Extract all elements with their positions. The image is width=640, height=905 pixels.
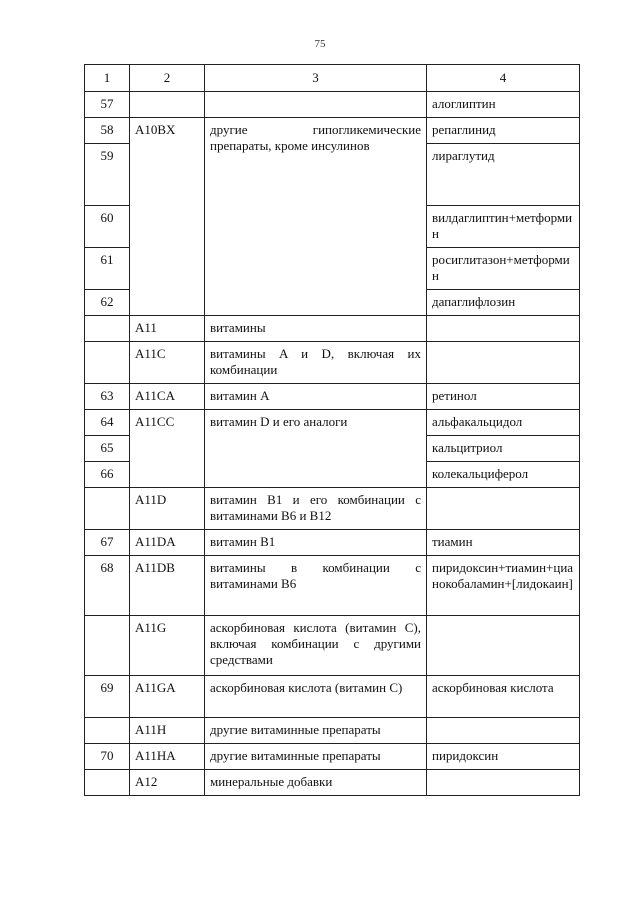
drug-name: колекальциферол — [427, 462, 580, 488]
drug-name: репаглинид — [427, 118, 580, 144]
row-number: 69 — [85, 676, 130, 718]
group-description: другие гипогликемические препараты, кроме инсулинов — [205, 118, 427, 316]
drug-name: вилдаглиптин+метформин — [427, 206, 580, 248]
table-row — [85, 718, 580, 744]
row-number: 60 — [85, 206, 130, 248]
drug-name — [427, 770, 580, 796]
row-number: 58 — [85, 118, 130, 144]
group-description: витамин A — [205, 384, 427, 410]
group-description: другие витаминные препараты — [205, 744, 427, 770]
drug-name: ретинол — [427, 384, 580, 410]
header-col-4: 4 — [427, 65, 580, 92]
header-col-3: 3 — [205, 65, 427, 92]
table-row — [85, 530, 580, 556]
row-number: 67 — [85, 530, 130, 556]
atc-code: A11G — [130, 616, 205, 676]
table-row — [85, 342, 580, 384]
drug-name — [427, 316, 580, 342]
group-description: аскорбиновая кислота (витамин C) — [205, 676, 427, 718]
atc-code: A11DA — [130, 530, 205, 556]
atc-code: A11H — [130, 718, 205, 744]
table-row — [85, 616, 580, 676]
row-number: 61 — [85, 248, 130, 290]
atc-code: A11HA — [130, 744, 205, 770]
group-description: витамин B1 — [205, 530, 427, 556]
table-row — [85, 744, 580, 770]
atc-code: A11D — [130, 488, 205, 530]
row-number: 68 — [85, 556, 130, 616]
row-number: 59 — [85, 144, 130, 206]
row-number: 64 — [85, 410, 130, 436]
row-number — [85, 488, 130, 530]
header-col-1: 1 — [85, 65, 130, 92]
table-row — [85, 92, 580, 118]
row-number — [85, 316, 130, 342]
drug-name: алоглиптин — [427, 92, 580, 118]
group-description: витамины A и D, включая их комбинации — [205, 342, 427, 384]
drug-name: тиамин — [427, 530, 580, 556]
row-number: 62 — [85, 290, 130, 316]
table-row — [85, 316, 580, 342]
table-row — [85, 384, 580, 410]
drug-name — [427, 488, 580, 530]
drug-name — [427, 342, 580, 384]
table-row — [85, 770, 580, 796]
row-number: 66 — [85, 462, 130, 488]
atc-code: A11DB — [130, 556, 205, 616]
row-number: 57 — [85, 92, 130, 118]
atc-code: A12 — [130, 770, 205, 796]
group-description: витамины — [205, 316, 427, 342]
atc-code: A11CC — [130, 410, 205, 488]
atc-code: A11C — [130, 342, 205, 384]
row-number — [85, 342, 130, 384]
header-col-2: 2 — [130, 65, 205, 92]
drug-name: альфакальцидол — [427, 410, 580, 436]
page-number: 75 — [314, 38, 326, 50]
drug-name — [427, 718, 580, 744]
group-description: аскорбиновая кислота (витамин C), включая комбинации с другими средствами — [205, 616, 427, 676]
group-description: минеральные добавки — [205, 770, 427, 796]
drug-name: аскорбиновая кислота — [427, 676, 580, 718]
drug-name: пиридоксин+тиамин+цианокобаламин+[лидокаин] — [427, 556, 580, 616]
table-row — [85, 118, 580, 144]
drug-name: росиглитазон+метформин — [427, 248, 580, 290]
row-number: 70 — [85, 744, 130, 770]
row-number — [85, 718, 130, 744]
table-row — [85, 556, 580, 616]
atc-code: A11GA — [130, 676, 205, 718]
row-number: 63 — [85, 384, 130, 410]
drug-name: пиридоксин — [427, 744, 580, 770]
table-row — [85, 676, 580, 718]
atc-code: A11 — [130, 316, 205, 342]
drug-name — [427, 616, 580, 676]
drug-name: лираглутид — [427, 144, 580, 206]
group-description: витамин B1 и его комбинации с витаминами B6 и B12 — [205, 488, 427, 530]
row-number — [85, 770, 130, 796]
row-number — [85, 616, 130, 676]
drug-classification-table — [84, 64, 580, 796]
table-row — [85, 410, 580, 436]
table-row — [85, 488, 580, 530]
group-description — [205, 92, 427, 118]
drug-name: кальцитриол — [427, 436, 580, 462]
row-number: 65 — [85, 436, 130, 462]
group-description: витамины в комбинации с витаминами B6 — [205, 556, 427, 616]
atc-code — [130, 92, 205, 118]
drug-name: дапаглифлозин — [427, 290, 580, 316]
atc-code: A11CA — [130, 384, 205, 410]
header-row — [85, 65, 580, 92]
group-description: другие витаминные препараты — [205, 718, 427, 744]
atc-code: A10BX — [130, 118, 205, 316]
group-description: витамин D и его аналоги — [205, 410, 427, 488]
